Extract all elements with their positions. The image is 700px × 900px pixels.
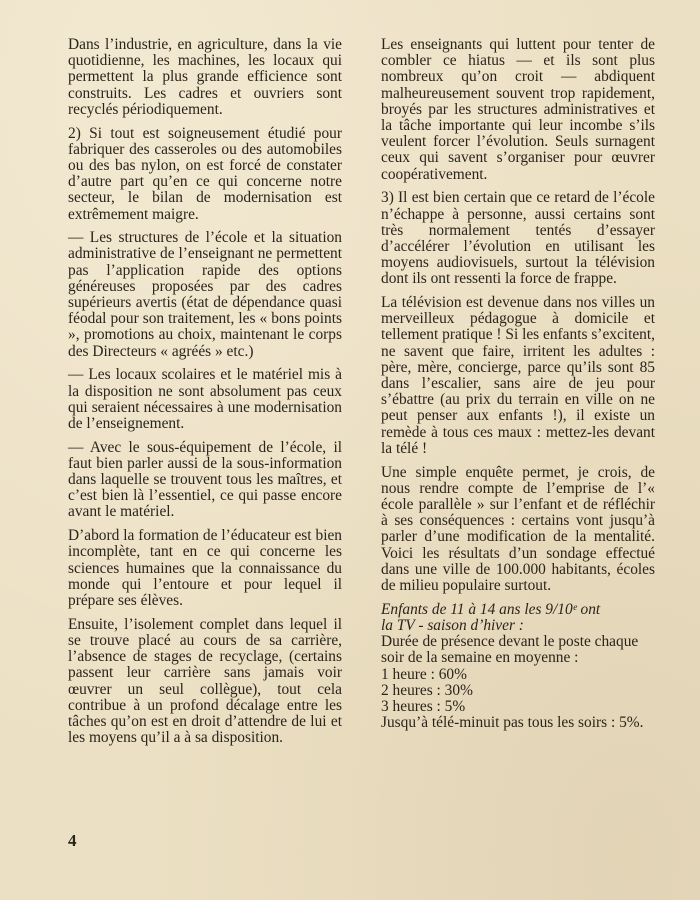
paragraph: — Les locaux scolaires et le matériel mis à la disposition ne sont absolument pas ceux qui seraient nécessaires à une modernisation de l’enseignement. [68, 366, 342, 432]
paragraph: — Les structures de l’école et la situation administrative de l’enseignant ne permettent pas l’application rapide des options généreuses proposées par des cadres supérieurs avertis (état de dépendance quasi féodal pour son traitement, les « bons points », promotions au choix, maintenant le corps des Directeurs « agréés » etc.) [68, 229, 342, 360]
survey-row: 2 heures : 30% [381, 681, 473, 699]
paragraph: Les enseignants qui luttent pour tenter de combler ce hiatus — et ils sont plus nombreux qu’on croit — abdiquent malheureusement souvent trop rapidement, broyés par les structures administratives et la tâche importante qui leur incombe s’ils veulent forcer l’évolution. Seuls surnagent ceux qui savent s’organiser pour œuvrer coopérativement. [381, 36, 655, 183]
page-number: 4 [68, 831, 77, 850]
paragraph: Dans l’industrie, en agriculture, dans la vie quotidienne, les machines, les locaux qui permettent la plus grande efficience sont construits. Les cadres et ouvriers sont recyclés périodiquement. [68, 36, 342, 118]
survey-row: 1 heure : 60% [381, 665, 467, 683]
left-column [68, 37, 342, 754]
paragraph: 2) Si tout est soigneusement étudié pour fabriquer des casseroles ou des automobiles ou des bas nylon, on est forcé de constater d’autre part qu’en ce qui concerne notre secteur, le bilan de modernisation est extrêmement maigre. [68, 124, 342, 223]
paragraph: — Avec le sous-équipement de l’école, il faut bien parler aussi de la sous-information dans laquelle se trouvent tous les maîtres, et c’est bien là l’essentiel, ce qui passe encore avant le matériel. [68, 438, 342, 521]
paragraph: La télévision est devenue dans nos villes un merveilleux pédagogue à domicile et tellement pratique ! Si les enfants s’excitent, ne savent que faire, irritent les adultes : père, mère, concierge, parce qu’ils sont 85 dans l’escalier, sans aire de jeu pour s’ébattre (au prix du terrain en ville on ne peut penser aux enfants !), il existe un remède à tous ces maux : mettez-les devant la télé ! [381, 294, 655, 457]
survey-footer: Jusqu’à télé-minuit pas tous les soirs : 5%. [381, 714, 644, 732]
paragraph: Ensuite, l’isolement complet dans lequel il se trouve placé au cours de sa carrière, l’absence de stages de recyclage, (certains passent leur carrière sans jamais voir œuvrer un seul collègue), tout cela contribue à un profond décalage entre les tâches qu’on est en droit d’attendre de lui et les moyens qu’il a à sa disposition. [68, 615, 342, 747]
paragraph: Une simple enquête permet, je crois, de nous rendre compte de l’emprise de l’« école parallèle » sur l’enfant et de réfléchir à ses conséquences : certains vont jusqu’à parler d’une modification de la mentalité. Voici les résultats d’un sondage effectué dans une ville de 100.000 habitants, écoles de milieu populaire surtout. [381, 463, 655, 594]
survey-heading-continued: la TV - saison d’hiver : [381, 616, 524, 634]
paragraph: 3) Il est bien certain que ce retard de l’école n’échappe à personne, aussi certains sont très normalement tentés d’essayer d’accélérer l’évolution en utilisant les moyens audiovisuels, surtout la télévision dont ils ont ressenti la force de frappe. [381, 189, 655, 288]
right-column [381, 37, 655, 731]
survey-block [381, 602, 655, 732]
survey-row: 3 heures : 5% [381, 697, 466, 715]
paragraph: D’abord la formation de l’éducateur est bien incomplète, tant en ce qui concerne les sciences humaines que la connaissance du monde qui l’entoure et pour lequel il prépare ses élèves. [68, 527, 342, 609]
survey-intro: Durée de présence devant le poste chaque soir de la semaine en moyenne : [381, 633, 639, 667]
survey-heading: Enfants de 11 à 14 ans les 9/10ᵉ ont [381, 600, 601, 618]
